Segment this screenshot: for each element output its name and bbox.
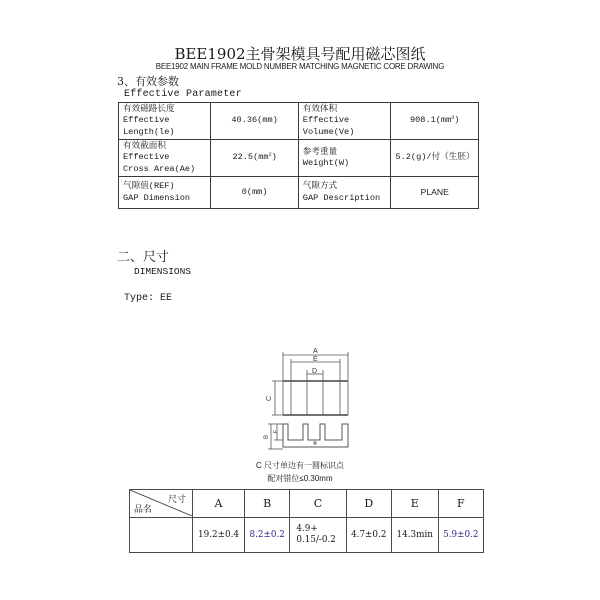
param-label-weight: 参考重量 Weight(W) xyxy=(298,140,391,177)
value-f: 5.9±0.2 xyxy=(438,518,483,553)
diagonal-header-cell xyxy=(130,490,193,518)
core-type-label: Type: EE xyxy=(124,293,173,304)
corner-label-size: 尺寸 xyxy=(167,495,186,505)
dimensions-heading-cn: 二、尺寸 xyxy=(117,250,170,265)
table-row xyxy=(119,177,479,209)
col-header-f: F xyxy=(438,490,483,518)
param-value-gap-desc: PLANE xyxy=(391,177,479,209)
param-label-gap-desc: 气隙方式 GAP Description xyxy=(298,177,391,209)
param-label-le: 有效磁路长度 Effective Length(le) xyxy=(119,103,211,140)
param-value-ve: $908.1(mm^3)$ xyxy=(391,103,479,140)
param-label-ve: 有效体积 Effective Volume(Ve) xyxy=(298,103,391,140)
svg-text:D: D xyxy=(312,368,318,375)
dimension-table xyxy=(129,489,484,553)
product-name-cell xyxy=(130,518,193,553)
param-value-weight: 5.2(g)/付（生胚） xyxy=(391,140,479,177)
dim-label-a: A xyxy=(313,348,318,355)
document-title-en: BEE1902 MAIN FRAME MOLD NUMBER MATCHING MAGNETIC CORE DRAWING xyxy=(155,61,445,71)
table-row xyxy=(119,140,479,177)
effective-parameter-table xyxy=(118,102,479,209)
col-header-b: B xyxy=(244,490,289,518)
param-value-le: 40.36(mm) xyxy=(211,103,298,140)
param-label-gap: 气隙值(REF) GAP Dimension xyxy=(119,177,211,209)
value-d: 4.7±0.2 xyxy=(346,518,391,553)
value-e: 14.3min xyxy=(391,518,438,553)
param-label-ae: 有效截面积 Effective Cross Area(Ae) xyxy=(119,140,211,177)
svg-text:F: F xyxy=(273,429,279,433)
dimensions-heading-en: DIMENSIONS xyxy=(134,266,192,277)
table-row xyxy=(130,518,484,553)
misalignment-note: 配对错位≤0.30mm xyxy=(267,474,333,483)
col-header-c: C xyxy=(290,490,346,518)
col-header-a: A xyxy=(193,490,245,518)
table-row xyxy=(119,103,479,140)
value-b: 8.2±0.2 xyxy=(244,518,289,553)
table-header-row xyxy=(130,490,484,518)
svg-text:B: B xyxy=(264,434,270,439)
col-header-d: D xyxy=(346,490,391,518)
ee-core-drawing xyxy=(260,342,370,459)
effective-parameter-heading-en: Effective Parameter xyxy=(124,89,242,100)
corner-label-product: 品名 xyxy=(134,505,153,515)
value-a: 19.2±0.4 xyxy=(193,518,245,553)
c-dimension-note: C 尺寸单边有一圆标识点 xyxy=(256,461,344,470)
value-c: 4.9+ 0.15/-0.2 xyxy=(290,518,346,553)
document-title-cn: BEE1902主骨架模具号配用磁芯图纸 xyxy=(174,45,426,63)
svg-text:C: C xyxy=(266,395,273,401)
param-value-gap: 0(mm) xyxy=(211,177,298,209)
param-value-ae: $22.5(mm^2)$ xyxy=(211,140,298,177)
effective-parameter-heading-cn: 3、有效参数 xyxy=(117,75,179,88)
svg-text:E: E xyxy=(313,356,318,363)
col-header-e: E xyxy=(391,490,438,518)
